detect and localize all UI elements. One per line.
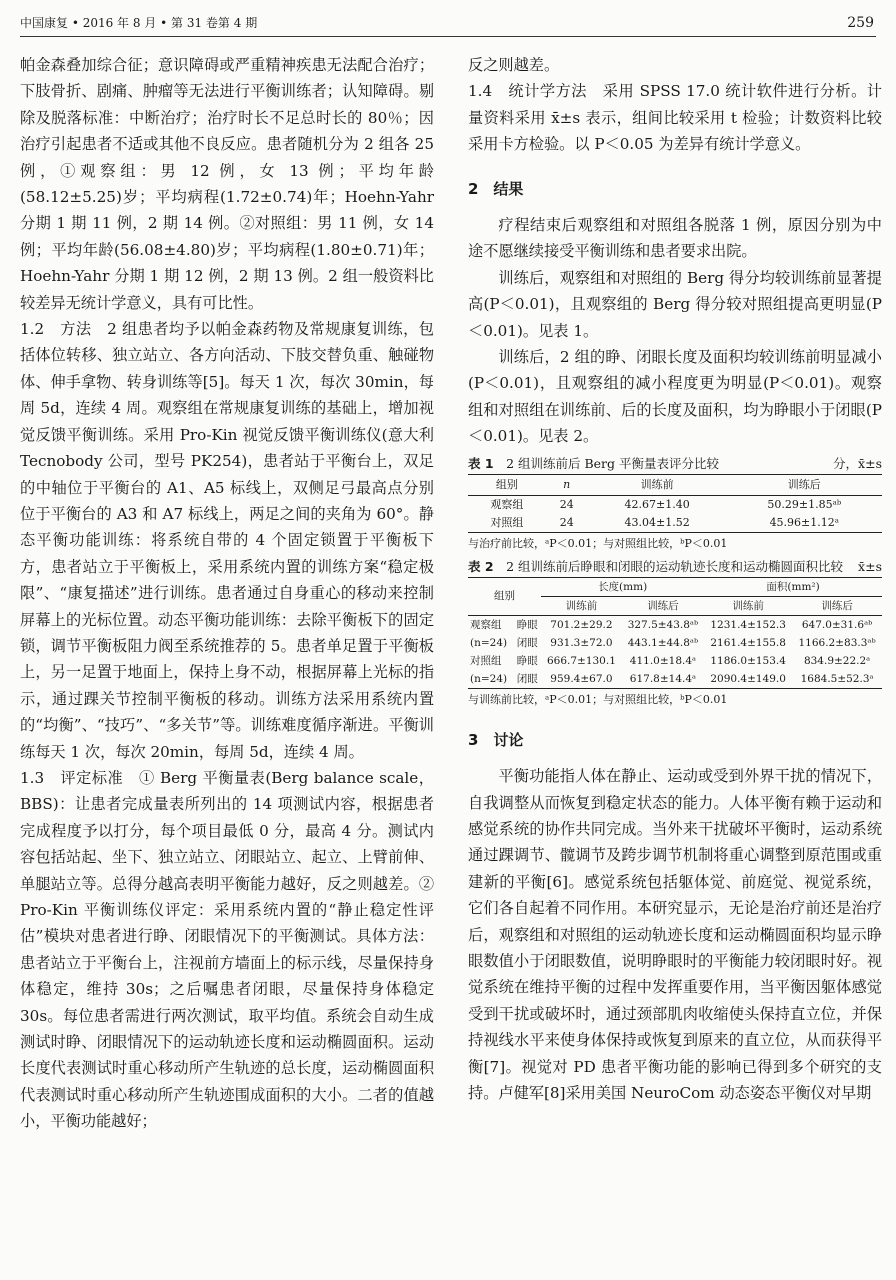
table-row [468,634,882,652]
table-cell: 931.3±72.0 [550,636,613,649]
table1-header-row [468,474,882,495]
table-cell: 443.1±44.8ᵃᵇ [627,636,699,649]
table1-header-cell: 训练前 [588,474,727,495]
statistics-paragraph: 1.4 统计学方法 采用 SPSS 17.0 统计软件进行分析。计量资料采用 x̄±s 表示，组间比较采用 t 检验；计数资料比较采用卡方检验。以 P＜0.05 为差异有统计学意义。 [468,82,882,154]
table2-length-header: 长度(mm) [541,577,704,596]
table2-subheader-cell: 训练后 [647,599,679,612]
table-cell: 2090.4±149.0 [710,672,786,685]
table2-subheader-cell: 训练前 [565,599,598,612]
table2-note: 与训练前比较，ᵃP＜0.01；与对照组比较，ᵇP＜0.01 [468,692,728,706]
table-cell: 观察组 [470,618,502,631]
table-cell: 睁眼 [516,618,538,631]
table2-subheader-cell: 训练后 [821,599,853,612]
table-cell: 617.8±14.4ᵃ [629,672,697,685]
table-cell: (n=24) [470,636,508,649]
table-cell: 对照组 [470,654,502,667]
table-cell: 观察组 [490,497,524,511]
table-row [468,615,882,634]
table-cell: 701.2±29.2 [550,618,613,631]
table1-note: 与治疗前比较，ᵃP＜0.01；与对照组比较，ᵇP＜0.01 [468,536,728,550]
table2-unit: x̄±s [858,558,882,574]
table-cell: 43.04±1.52 [624,515,690,529]
table1-header-cell: n [546,474,588,495]
table2-group-header: 组别 [468,577,541,615]
table-cell: 834.9±22.2ᵃ [803,654,871,667]
table-cell: 50.29±1.85ᵃᵇ [767,497,842,511]
table1-caption [468,454,882,474]
table-cell: 1186.0±153.4 [710,654,786,667]
table-cell: 411.0±18.4ᵃ [629,654,697,667]
table-cell: 42.67±1.40 [624,497,690,511]
table-cell: 1231.4±152.3 [710,618,786,631]
table1-header-cell: 训练后 [727,474,882,495]
evaluation-paragraph: 1.3 评定标准 ① Berg 平衡量表(Berg balance scale，BBS)：让患者完成量表所列出的 14 项测试内容，根据患者完成程度予以打分，每个项目最低 0 分，最高 4 分。测试内容包括站起、坐下、独立站立、闭眼站立、起立、上臂前伸、单腿站立等。总得分越高表明平衡能力越好，反之则越差。② Pro-Kin 平衡训练仪评定：采用系统内置的“静止稳定性评估”模块对患者进行睁、闭眼情况下的平衡测试。具体方法：患者站立于平衡台上，注视前方墙面上的标示线，尽量保持身体稳定，维持 30s；之后嘱患者闭眼，尽量保持身体稳定 30s。每位患者需进行两次测试，取平均值。系统会自动生成测试时睁、闭眼情况下的运动轨迹长度和运动椭圆面积。运动长度代表测试时重心移动所产生轨迹的总长度，运动椭圆面积代表测试时重心移动所产生轨迹围成面积的大小。二者的值越小，平衡功能越好； [20,768,434,1131]
table-cell: 2161.4±155.8 [710,636,786,649]
table2-caption [468,557,882,577]
left-column [20,52,434,1135]
right-column [468,52,882,1106]
table2-header-row [468,577,882,596]
table-cell: 24 [559,515,574,529]
table-cell: 24 [559,497,574,511]
table-cell: 闭眼 [516,672,538,685]
left-paragraph-1: 帕金森叠加综合征；意识障碍或严重精神疾患无法配合治疗；下肢骨折、剧痛、肿瘤等无法进行平衡训练者；认知障碍。剔除及脱落标准：中断治疗；治疗时长不足总时长的 80％；因治疗引起患者不适或其他不良反应。患者随机分为 2 组各 25 例，①观察组：男 12 例，女 13 例；平均年龄(58.12±5.25)岁；平均病程(1.72±0.74)年；Hoehn-Yahr 分期 1 期 11 例，2 期 14 例。②对照组：男 11 例，女 14 例；平均年龄(56.08±4.80)岁；平均病程(1.80±0.71)年；Hoehn-Yahr 分期 1 期 12 例，2 期 13 例。2 组一般资料比较差异无统计学意义，具有可比性。 [20,56,434,312]
results-paragraph-3: 训练后，2 组的睁、闭眼长度及面积均较训练前明显减小(P＜0.01)，且观察组的减小程度更为明显(P＜0.01)。观察组和对照组在训练前、后的长度及面积，均为睁眼小于闭眼(P＜0.01)。见表 2。 [468,348,882,446]
table1-title: 2 组训练前后 Berg 平衡量表评分比较 [506,455,720,471]
table1-label: 表 1 [468,455,494,471]
table-cell: 1684.5±52.3ᵃ [800,672,874,685]
table1-unit: 分，x̄±s [833,455,882,471]
page-number: 259 [847,15,874,31]
table-row [468,670,882,689]
table-cell: 对照组 [490,515,524,529]
table-cell: (n=24) [470,672,508,685]
table-cell: 327.5±43.8ᵃᵇ [627,618,699,631]
results-paragraph-2: 训练后，观察组和对照组的 Berg 得分均较训练前显著提高(P＜0.01)，且观察组的 Berg 得分较对照组提高更明显(P＜0.01)。见表 1。 [468,268,882,340]
table-cell: 闭眼 [516,636,538,649]
table2 [468,577,882,689]
table-row [468,652,882,670]
journal-info: 中国康复 • 2016 年 8 月 • 第 31 卷第 4 期 [20,16,258,30]
results-paragraph-1: 疗程结束后观察组和对照组各脱落 1 例，原因分别为中途不愿继续接受平衡训练和患者要求出院。 [468,216,882,261]
table-cell: 45.96±1.12ᵃ [769,515,840,529]
table2-title: 2 组训练前后睁眼和闭眼的运动轨迹长度和运动椭圆面积比较 [506,558,844,574]
table2-subheader-cell: 训练前 [732,599,764,612]
table-row [468,514,882,533]
table-row [468,495,882,514]
methods-paragraph: 1.2 方法 2 组患者均予以帕金森药物及常规康复训练，包括体位转移、独立站立、各方向活动、下肢交替负重、触碰物体、伸手拿物、转身训练等[5]。每天 1 次，每次 30min，每周 5d，连续 4 周。观察组在常规康复训练的基础上，增加视觉反馈平衡训练。采用 Pro-Kin 视觉反馈平衡训练仪(意大利 Tecnobody 公司，型号 PK254)，患者站于平衡台上，双足的中轴位于平衡台的 A1、A5 标线上，双侧足弓最高点分别位于平衡台的 A3 和 A7 标线上，两足之间的夹角为 60°。静态平衡功能训练：将系统自带的 4 个固定锁置于平衡板下方，患者站立于平衡板上，采用系统内置的训练方案“稳定极限”、“康复描述”进行训练。患者通过自身重心的移动来控制屏幕上的光标位置。动态平衡功能训练：去除平衡板下的固定锁，调节平衡板阻力阀至系统推荐的 5。患者单足置于平衡板上，另一足置于地面上，保持上身不动，根据屏幕上光标的指示，通过踝关节控制平衡板的移动。训练方法采用系统内置的“均衡”、“技巧”、“多关节”等。训练难度循序渐进。平衡训练每天 1 次，每次 20min，每周 5d，连续 4 周。 [20,320,434,761]
discussion-heading: 3 讨论 [468,730,524,749]
table-cell: 1166.2±83.3ᵃᵇ [798,636,876,649]
right-paragraph-1: 反之则越差。 [468,56,560,74]
table1-header-cell: 组别 [468,474,546,495]
results-heading: 2 结果 [468,179,524,198]
table-cell: 666.7±130.1 [546,654,616,667]
table-cell: 睁眼 [516,654,538,667]
table-cell: 647.0±31.6ᵃᵇ [801,618,873,631]
table1 [468,474,882,533]
discussion-paragraph: 平衡功能指人体在静止、运动或受到外界干扰的情况下，自我调整从而恢复到稳定状态的能力。人体平衡有赖于运动和感觉系统的协作共同完成。当外来干扰破坏平衡时，运动系统通过踝调节、髋调节及跨步调节机制将重心调整到原范围或重建新的平衡[6]。感觉系统包括躯体觉、前庭觉、视觉系统，它们各自起着不同作用。本研究显示，无论是治疗前还是治疗后，观察组和对照组的运动轨迹长度和运动椭圆面积均显示睁眼数值小于闭眼数值，说明睁眼时的平衡能力较闭眼时好。视觉系统在维持平衡的过程中发挥重要作用，当平衡因躯体感觉受到干扰或破坏时，通过颈部肌肉收缩使头保持直立位，并保持视线水平来使身体保持或恢复到原来的直立位，从而获得平衡[7]。视觉对 PD 患者平衡功能的影响已得到多个研究的支持。卢健军[8]采用美国 NeuroCom 动态姿态平衡仪对早期 [468,767,882,1102]
table2-area-header: 面积(mm²) [704,577,882,596]
table2-label: 表 2 [468,558,494,574]
running-header [20,10,876,37]
table-cell: 959.4±67.0 [550,672,613,685]
